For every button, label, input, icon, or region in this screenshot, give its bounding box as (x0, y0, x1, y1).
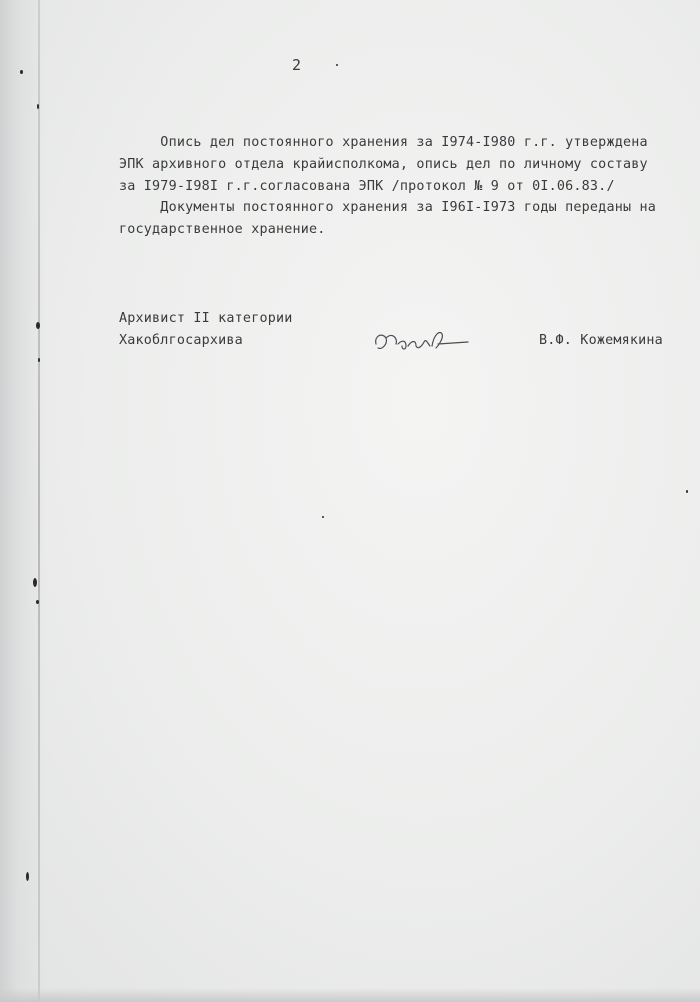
paragraph-line: ЭПК архивного отдела крайисполкома, опись дел по личному составу (119, 157, 648, 172)
binding-mark (36, 322, 40, 329)
dust-speck (686, 490, 688, 493)
handwritten-signature (368, 324, 478, 358)
paragraph-line: Документы постоянного хранения за I96I-I973 годы переданы на (119, 200, 657, 215)
signatory-title: Архивист II категории (119, 311, 293, 326)
bottom-edge-shadow (0, 988, 700, 1002)
paragraph-line: за I979-I98I г.г.согласована ЭПК /протокол № 9 от 0I.06.83./ (119, 179, 615, 194)
dust-speck (336, 64, 338, 66)
page-number: 2 (292, 56, 302, 74)
paragraph-inventory (119, 132, 648, 198)
binding-mark (33, 578, 37, 587)
paragraph-transfer (119, 197, 656, 241)
dust-speck (322, 516, 324, 518)
binding-mark (37, 104, 39, 109)
signatory-position (119, 308, 293, 352)
signatory-name: В.Ф. Кожемякина (539, 333, 663, 348)
paragraph-line: Опись дел постоянного хранения за I974-I980 г.г. утверждена (119, 135, 648, 150)
signatory-organization: Хакоблгосархива (119, 333, 243, 348)
binding-fold (38, 0, 40, 1002)
binding-mark (36, 600, 39, 604)
binding-mark (26, 872, 29, 881)
paragraph-line: государственное хранение. (119, 222, 326, 237)
binding-mark (20, 70, 23, 74)
binding-mark (38, 358, 40, 362)
